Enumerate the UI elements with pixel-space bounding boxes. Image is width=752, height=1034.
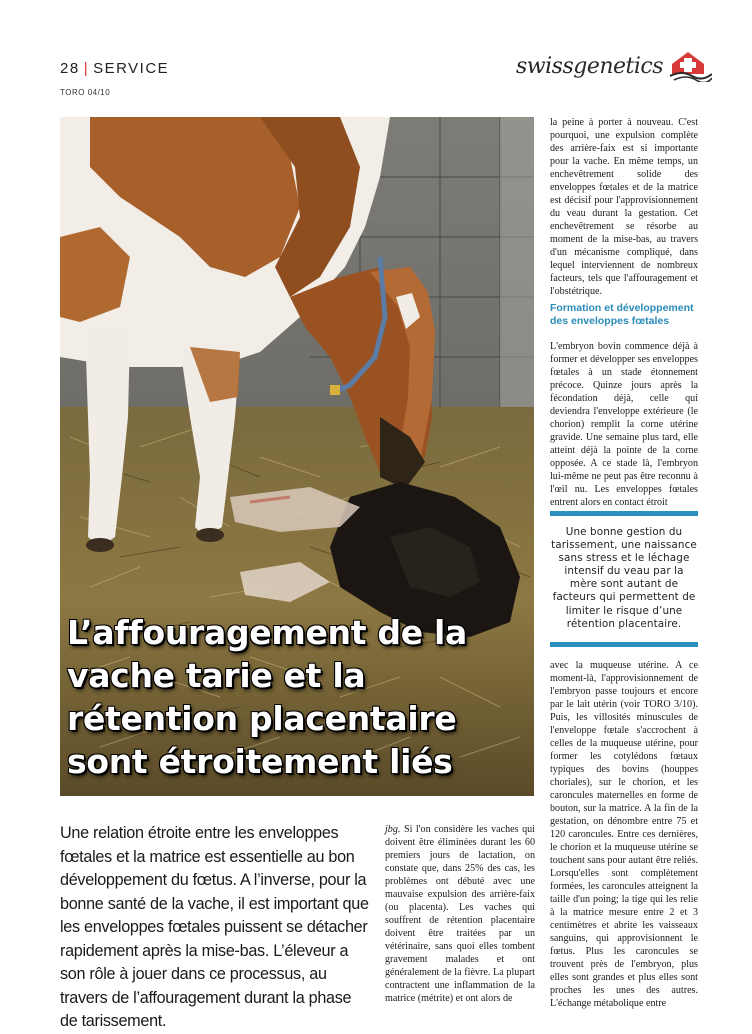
header-separator: | bbox=[83, 60, 90, 77]
body-column-3-part-3: avec la muqueuse utérine. A ce moment-là, l'approvisionnement de l'embryon passe toujours et encore par le lait utérin (voir TORO 3/10). Puis, les villosités minuscules de l'enveloppe fœtale s'accrochent à celles de la muqueuse utérine, pour former les cotylédons fœtaux typiques des bovins (houppes choriales), sur le chorion, et les caroncules maternelles en forme de bouton, sur la matrice. A la fin de la gestation, on dénombre entre 75 et 120 caroncules. Entre ces dernières, le chorion et la muqueuse utérine se touchent sans pour autant être reliés. Lorsqu'elles sont complètement formées, les caroncules atteignent la taille d'un poing; la tige qui les relie à la matrice mesure entre 2 et 3 centimètres et abrite les vaisseaux sanguins, qui approvisionnent le fœtus. Plus les caroncules se trouvent près de l'embryon, plus elles sont grandes et plus elles sont proches les unes des autres. L'échange métabolique entre bbox=[550, 660, 698, 1009]
page-number: 28 bbox=[60, 60, 80, 77]
page-number-section bbox=[60, 60, 169, 77]
pull-quote: Une bonne gestion du tarissement, une naissance sans stress et le léchage intensif du veau par la mère sont autant de facteurs qui permettent de limiter le risque d’une rétention placentaire. bbox=[551, 526, 697, 630]
section-name: SERVICE bbox=[93, 60, 170, 77]
body-column-2 bbox=[385, 823, 535, 1005]
logo-text-genetics: genetics bbox=[573, 54, 664, 79]
pull-quote-top-bar bbox=[550, 511, 698, 516]
cow-calving-photo bbox=[60, 117, 534, 796]
logo-wordmark bbox=[516, 54, 663, 79]
body-column-2-text: Si l'on considère les vaches qui doivent être éliminées durant les 60 premiers jours de lactation, on constate que, dans 25% des cas, les problèmes ont débuté avec une mauvaise expulsion des arrière-faix (ou placenta). Les vaches qui souffrent de rétention placentaire doivent être traitées par un vétérinaire, sans quoi elles tombent gravement malades et ont généralement de la fièvre. La plupart contractent une inflammation de la matrice (métrite) et ont alors de bbox=[385, 824, 535, 1004]
lead-paragraph: Une relation étroite entre les enveloppes fœtales et la matrice est essentielle au bon développement du fœtus. A l’inverse, pour la bonne santé de la vache, il est important que les enveloppes fœtales puissent se détacher rapidement après la mise-bas. L’éleveur a son rôle à jouer dans ce processus, au travers de l’affouragement durant la phase de tarissement. bbox=[60, 824, 369, 1030]
barn-cross-icon bbox=[668, 50, 712, 82]
body-column-3-part-1: la peine à porter à nouveau. C'est pourquoi, une expulsion complète des arrière-faix est si importante pour la vache. En même temps, un enchevêtrement solide des enveloppes fœtales et de la matrice est décisif pour l'approvisionnement du veau durant la gestation. Cet enchevêtrement se résorbe au moment de la mise-bas, au travers d'un mécanisme compliqué, dans lequel interviennent de nombreux facteurs, tels que l'affouragement et l'obstétrique. bbox=[550, 117, 698, 297]
author-initials: jbg. bbox=[385, 824, 401, 835]
section-subheading: Formation et développement des enveloppes fœtales bbox=[550, 302, 694, 327]
body-column-3-part-2: L'embryon bovin commence déjà à former et développer ses enveloppes fœtales à un stade étonnement précoce. Quinze jours après la fécondation déjà, celle qui deviendra l'enveloppe extérieure (le chorion) remplit la corne utérine gravide. Une semaine plus tard, elle atteint déjà la pointe de la corne opposée. A ce stade là, l'embryon lui-même ne peut pas être reconnu à l'œil nu. Les enveloppes fœtales entrent alors en contact étroit bbox=[550, 341, 698, 508]
pull-quote-bottom-bar bbox=[550, 642, 698, 647]
swissgenetics-logo bbox=[516, 50, 712, 84]
issue-label: TORO 04/10 bbox=[60, 88, 111, 97]
headline: L’affouragement de la vache tarie et la rétention placentaire sont étroitement liés bbox=[67, 613, 467, 781]
logo-text-swiss: swiss bbox=[516, 54, 574, 79]
